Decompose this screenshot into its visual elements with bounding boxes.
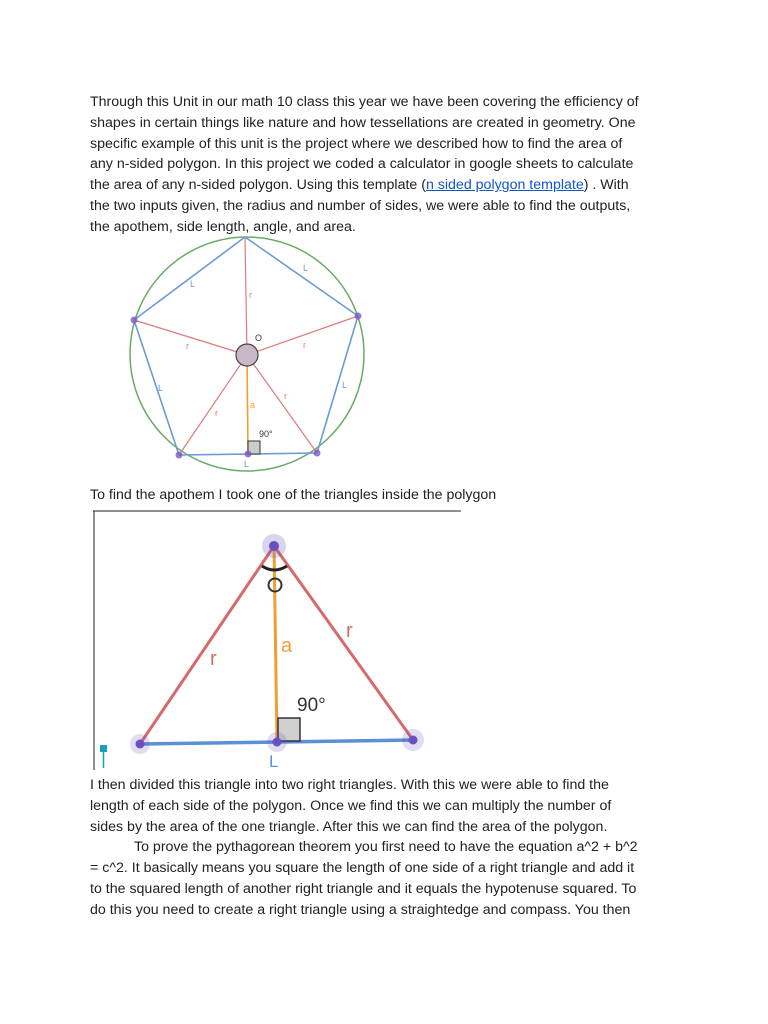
label-90-degrees: 90° (259, 429, 273, 439)
label-90-degrees: 90° (297, 695, 326, 716)
label-L-top-right: L (303, 263, 309, 273)
label-L-right: L (342, 380, 348, 390)
intro-line-6: the two inputs given, the radius and number of sides, we were able to find the outputs, (90, 197, 631, 214)
body-line-2: length of each side of the polygon. Once we find this we can multiply the number of (90, 797, 612, 814)
label-L-top-left: L (190, 279, 196, 289)
body-line-3: sides by the area of the one triangle. After this we can find the area of the polygon. (90, 818, 608, 835)
vertex-left-core (136, 740, 145, 749)
label-a: a (250, 400, 256, 410)
intro-line-7: the apothem, side length, angle, and area. (90, 218, 356, 235)
cursor-marker[interactable] (100, 745, 107, 768)
intro-line-5 (90, 175, 680, 196)
body-line-1: I then divided this triangle into two right triangles. With this we were able to find the (90, 777, 609, 793)
intro-line-5-start: the area of any n-sided polygon. Using this template ( (90, 177, 426, 194)
vertex-top-core (269, 541, 279, 551)
body-line-7: do this you need to create a right triangle using a straightedge and compass. You then (90, 901, 631, 918)
label-r-right: r (303, 340, 306, 350)
side-r-right (274, 546, 413, 740)
intro-line-4: any n-sided polygon. In this project we coded a calculator in google sheets to calculate (90, 156, 634, 173)
label-L-left: L (158, 383, 164, 393)
label-r-left: r (186, 341, 189, 351)
template-link[interactable]: n sided polygon template (425, 177, 584, 194)
intro-line-1: Through this Unit in our math 10 class this year we have been covering the efficiency of (90, 94, 639, 110)
apothem-line (274, 546, 277, 742)
label-r-lower-left: r (215, 408, 218, 418)
body-line-4: To prove the pythagorean theorem you first need to have the equation a^2 + b^2 (134, 839, 638, 856)
label-a: a (281, 635, 293, 657)
intro-paragraph (90, 92, 680, 238)
intro-line-2: shapes in certain things like nature and how tessellations are created in geometry. One (90, 114, 636, 131)
label-L-bottom: L (244, 459, 250, 469)
pentagon-diagram (120, 236, 370, 471)
label-r-left: r (210, 648, 217, 670)
side-r-left (140, 546, 274, 744)
intro-line-3: specific example of this unit is the project where we described how to find the area of (90, 135, 623, 152)
label-O: O (255, 333, 263, 343)
body-paragraph (90, 775, 680, 921)
vertex-right-core (409, 736, 418, 745)
label-r-lower-right: r (284, 391, 287, 401)
label-r-top: r (249, 290, 252, 300)
triangle-diagram (88, 508, 463, 770)
body-line-5: = c^2. It basically means you square the length of one side of a right triangle and add it (90, 860, 635, 877)
vertex-midpoint-core (273, 738, 282, 747)
apothem-caption (90, 485, 680, 506)
center-marker (236, 344, 258, 366)
apothem-line (247, 355, 248, 454)
label-r-right: r (346, 620, 353, 642)
label-L: L (269, 752, 279, 771)
body-line-6: to the squared length of another right triangle and it equals the hypotenuse squared. To (90, 880, 637, 897)
intro-line-5-end: ) . With (583, 177, 629, 194)
apothem-caption-text: To find the apothem I took one of the triangles inside the polygon (90, 487, 497, 503)
